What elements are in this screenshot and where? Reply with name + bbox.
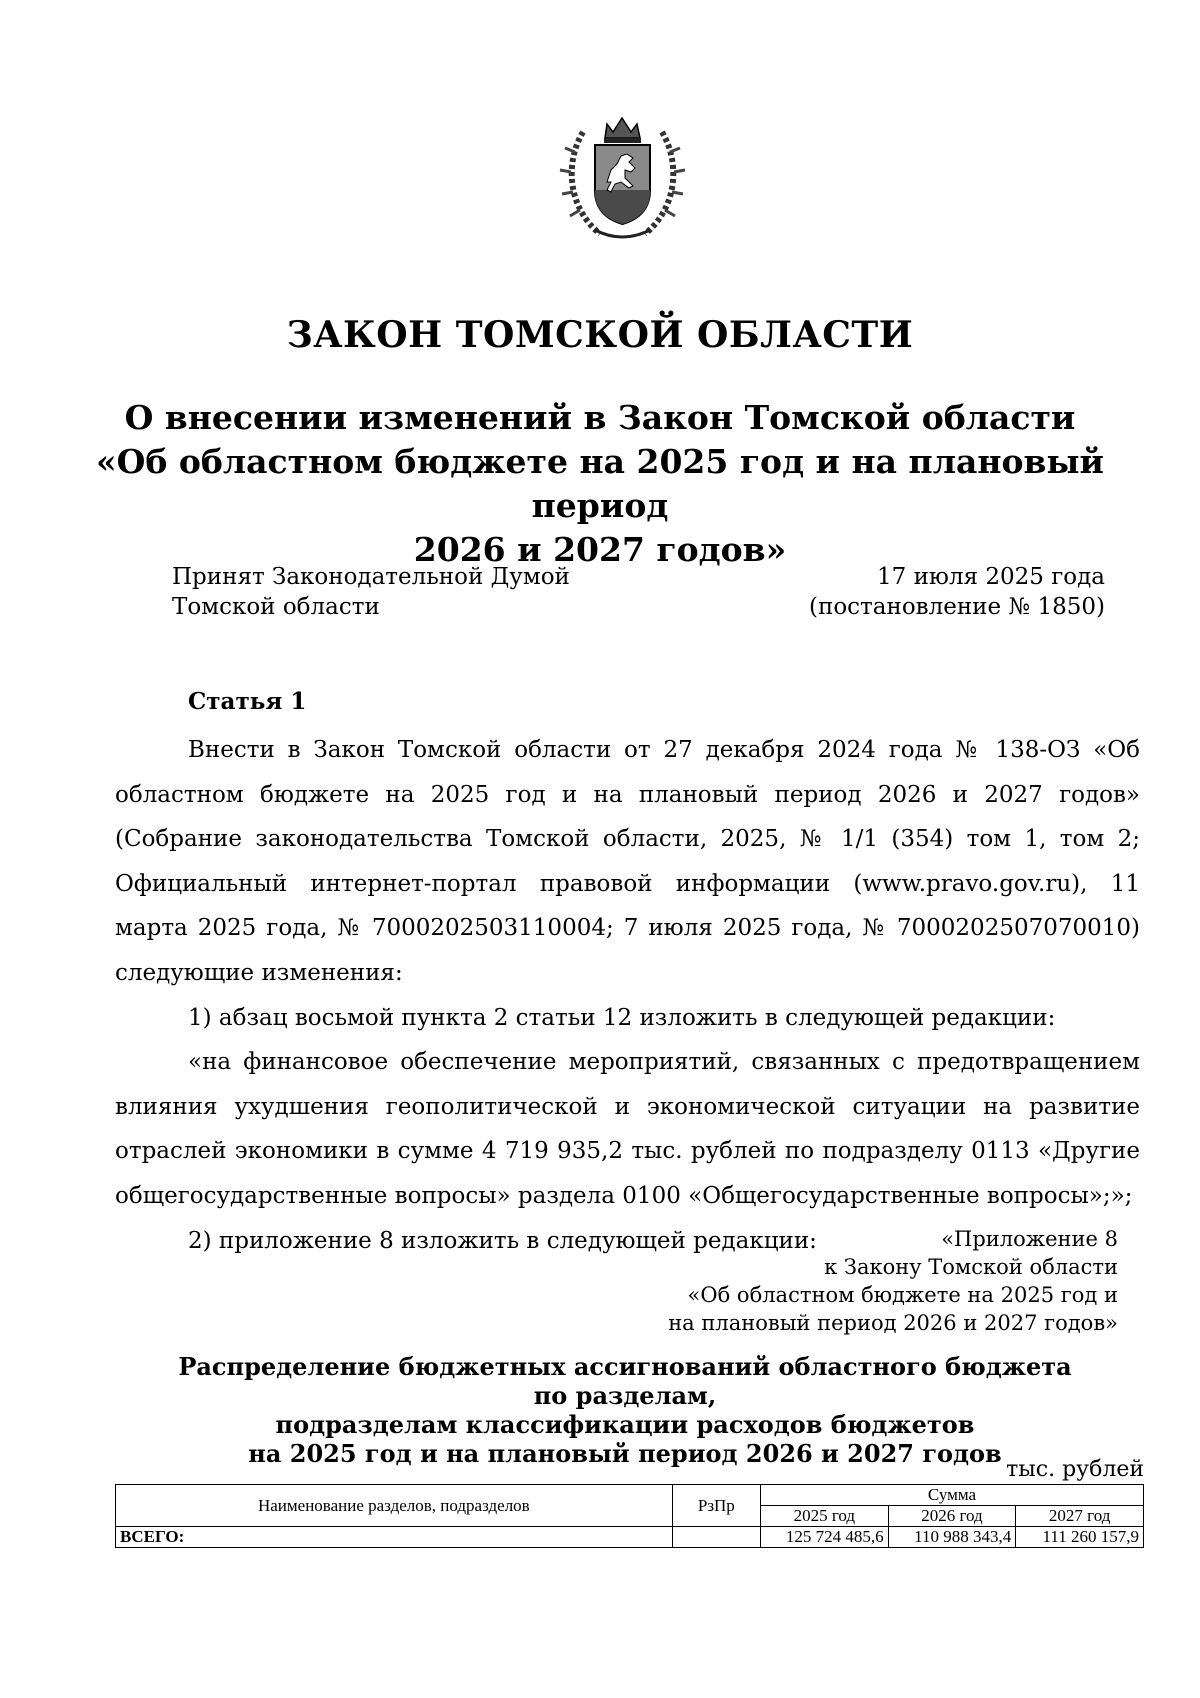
subtitle-line: 2026 и 2027 годов» [413,530,787,569]
total-code [672,1527,760,1548]
article-paragraph: «на финансовое обеспечение мероприятий, связанных с предотвращением влияния ухудшения геополитической и экономической ситуации на развитие отраслей экономики в сумме 4 719 935,2 тыс. рублей по подразделу 0113 «Другие общегосударственные вопросы» раздела 0100 «Общегосударственные вопросы»;»; [115,1049,1140,1209]
table-title-line: на 2025 год и на плановый период 2026 и 2027 годов [248,1439,1002,1468]
table-title-line: подразделам классификации расходов бюджетов [275,1410,975,1439]
appendix-line: на плановый период 2026 и 2027 годов» [668,1311,1118,1335]
column-header-name: Наименование разделов, подразделов [116,1485,673,1527]
article-heading: Статья 1 [188,688,307,715]
column-header-year: 2026 год [888,1506,1016,1527]
column-header-year: 2027 год [1016,1506,1144,1527]
adopted-by-line: Принят Законодательной Думой [172,564,570,590]
law-subtitle [90,396,1110,572]
article-paragraph: Внести в Закон Томской области от 27 декабря 2024 года № 138-ОЗ «Об областном бюджете на 2025 год и на плановый период 2026 и 2027 годов» (Собрание законодательства Томской области, 2025, № 1/1 (354) том 1, том 2; Официальный интернет-портал правовой информации (www.pravo.gov.ru), 11 марта 2025 года, № 7000202503110004; 7 июля 2025 года, № 7000202507070010) следующие изменения: [115,737,1140,986]
appendix-line: «Об областном бюджете на 2025 год и [687,1283,1118,1307]
adopted-by [172,562,570,622]
resolution-number: (постановление № 1850) [809,594,1105,620]
table-header-row [116,1485,1144,1506]
units-label: тыс. рублей [1006,1457,1144,1482]
total-value: 111 260 157,9 [1016,1527,1144,1548]
article-paragraph: 2) приложение 8 изложить в следующей редакции: [188,1227,817,1254]
total-value: 125 724 485,6 [760,1527,888,1548]
tomsk-coat-of-arms-emblem [555,112,690,247]
table-title-line: Распределение бюджетных ассигнований областного бюджета по разделам, [178,1352,1072,1410]
adoption-date [809,562,1105,622]
adoption-date-line: 17 июля 2025 года [877,564,1105,590]
column-header-year: 2025 год [760,1506,888,1527]
budget-table [115,1484,1144,1548]
adopted-by-line: Томской области [172,594,380,620]
law-title: ЗАКОН ТОМСКОЙ ОБЛАСТИ [286,314,914,356]
appendix-line: «Приложение 8 [941,1227,1118,1251]
total-value: 110 988 343,4 [888,1527,1016,1548]
subtitle-line: «Об областном бюджете на 2025 год и на плановый период [95,442,1104,525]
column-header-code: РзПр [672,1485,760,1527]
total-label: ВСЕГО: [116,1527,673,1548]
article-paragraph: 1) абзац восьмой пункта 2 статьи 12 изложить в следующей редакции: [188,1004,1056,1031]
table-row-total [116,1527,1144,1548]
table-title [160,1352,1090,1468]
article-body [115,728,1140,1263]
subtitle-line: О внесении изменений в Закон Томской области [124,398,1076,437]
column-header-sum: Сумма [760,1485,1143,1506]
appendix-reference [668,1225,1118,1337]
appendix-line: к Закону Томской области [824,1255,1118,1279]
